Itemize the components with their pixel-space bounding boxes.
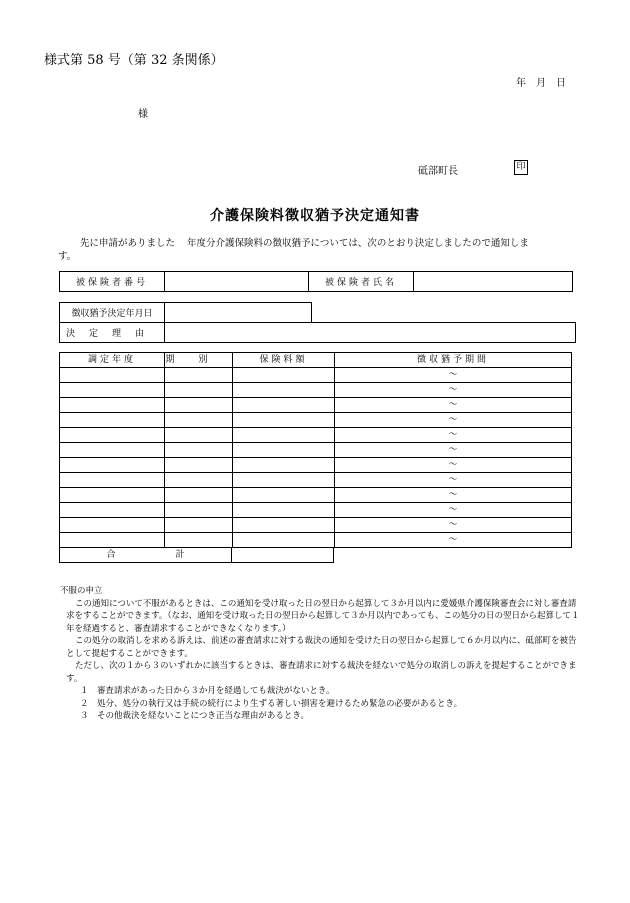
premium-cell[interactable] — [233, 383, 335, 398]
deferral-table — [59, 352, 572, 548]
intro-part2: 年度分介護保険料の徴収猶予については、次のとおり決定しましたので通知しま — [187, 238, 529, 249]
deferral-period-cell[interactable]: ～ — [335, 383, 572, 398]
notice-paragraph-2: この処分の取消しを求める訴えは、前述の審査請求に対する裁決の通知を受けた日の翌日から起算して６か月以内に、砥部町を被告として提起することができます。 — [66, 636, 577, 659]
period-cell[interactable] — [165, 503, 233, 518]
deferral-period-cell[interactable]: ～ — [335, 428, 572, 443]
premium-cell[interactable] — [233, 398, 335, 413]
premium-cell[interactable] — [233, 488, 335, 503]
premium-cell[interactable] — [233, 518, 335, 533]
table-row — [60, 398, 572, 413]
date-day: 日 — [556, 78, 566, 89]
intro-part1: 先に申請がありました — [80, 238, 176, 249]
form-number: 様式第 58 号（第 32 条関係） — [44, 53, 224, 68]
premium-cell[interactable] — [233, 503, 335, 518]
premium-cell[interactable] — [233, 428, 335, 443]
fiscal-year-cell[interactable] — [60, 458, 165, 473]
deferral-period-cell[interactable]: ～ — [335, 518, 572, 533]
deferral-period-cell[interactable]: ～ — [335, 398, 572, 413]
document-title: 介護保険料徴収猶予決定通知書 — [210, 208, 420, 224]
insured-name-value[interactable] — [414, 272, 573, 292]
premium-cell[interactable] — [233, 533, 335, 548]
fiscal-year-cell[interactable] — [60, 533, 165, 548]
premium-cell[interactable] — [233, 368, 335, 383]
intro-part3: す。 — [58, 251, 77, 262]
premium-cell[interactable] — [233, 473, 335, 488]
total-table — [59, 547, 334, 563]
table-row — [60, 458, 572, 473]
deferral-period-cell[interactable]: ～ — [335, 473, 572, 488]
period-cell[interactable] — [165, 368, 233, 383]
decision-date-table — [59, 302, 312, 323]
decision-reason-value[interactable] — [165, 323, 576, 343]
deferral-period-cell[interactable]: ～ — [335, 488, 572, 503]
deferral-period-cell[interactable]: ～ — [335, 443, 572, 458]
fiscal-year-cell[interactable] — [60, 428, 165, 443]
decision-reason-table — [59, 322, 576, 343]
insured-info-table — [59, 271, 573, 292]
seal-box: 印 — [514, 160, 528, 175]
period-cell[interactable] — [165, 383, 233, 398]
insured-name-label: 被保険者氏名 — [309, 272, 414, 292]
period-cell[interactable] — [165, 473, 233, 488]
notice-item-3: ３ その他裁決を経ないことにつき正当な理由があるとき。 — [80, 711, 309, 721]
decision-reason-label: 決定理由 — [60, 323, 165, 343]
fiscal-year-cell[interactable] — [60, 383, 165, 398]
fiscal-year-cell[interactable] — [60, 503, 165, 518]
deferral-period-cell[interactable]: ～ — [335, 533, 572, 548]
notice-item-1: １ 審査請求があった日から３か月を経過しても裁決がないとき。 — [80, 686, 335, 696]
table-row — [60, 428, 572, 443]
table-row — [60, 488, 572, 503]
period-cell[interactable] — [165, 443, 233, 458]
fiscal-year-cell[interactable] — [60, 413, 165, 428]
insured-number-label: 被保険者番号 — [60, 272, 165, 292]
table-row — [60, 383, 572, 398]
deferral-period-cell[interactable]: ～ — [335, 503, 572, 518]
fiscal-year-cell[interactable] — [60, 398, 165, 413]
premium-cell[interactable] — [233, 413, 335, 428]
notice-item-2: ２ 処分、処分の執行又は手続の続行により生ずる著しい損害を避けるため緊急の必要があるとき。 — [80, 698, 463, 709]
period-cell[interactable] — [165, 518, 233, 533]
fiscal-year-cell[interactable] — [60, 368, 165, 383]
fiscal-year-cell[interactable] — [60, 488, 165, 503]
decision-date-label: 徴収猶予決定年月日 — [60, 303, 165, 323]
table-row — [60, 503, 572, 518]
total-value[interactable] — [232, 548, 334, 563]
appeal-notice — [60, 585, 581, 723]
header-premium: 保険料額 — [233, 353, 335, 368]
table-row — [60, 443, 572, 458]
date-month: 月 — [536, 78, 546, 89]
table-row — [60, 368, 572, 383]
table-header-row — [60, 353, 572, 368]
fiscal-year-cell[interactable] — [60, 443, 165, 458]
table-row — [60, 473, 572, 488]
total-label-1: 合 — [106, 550, 116, 560]
period-cell[interactable] — [165, 533, 233, 548]
deferral-period-cell[interactable]: ～ — [335, 368, 572, 383]
header-period: 期別 — [165, 353, 233, 368]
period-cell[interactable] — [165, 458, 233, 473]
premium-cell[interactable] — [233, 443, 335, 458]
notice-paragraph-3: ただし、次の１から３のいずれかに該当するときは、審査請求に対する裁決を経ないで処分の取消しの訴えを提起することができます。 — [66, 661, 577, 684]
table-row — [60, 533, 572, 548]
total-row — [60, 548, 334, 563]
total-label-2: 計 — [175, 550, 185, 560]
table-row — [60, 518, 572, 533]
decision-date-value[interactable] — [165, 303, 312, 323]
notice-paragraph-1: この通知について不服があるときは、この通知を受け取った日の翌日から起算して３か月以内に愛媛県介護保険審査会に対し審査請求をすることができます。（なお、通知を受け取った日の翌日から起算して３か月以内であっても、この処分の日の翌日から起算して１年を経過すると、審査請求することができなくなります。） — [66, 598, 580, 634]
intro-text — [58, 237, 578, 263]
total-label — [60, 548, 232, 563]
insured-number-value[interactable] — [165, 272, 309, 292]
header-deferral-period: 徴収猶予期間 — [335, 353, 572, 368]
period-cell[interactable] — [165, 488, 233, 503]
issuer-name: 砥部町長 — [418, 166, 458, 177]
deferral-period-cell[interactable]: ～ — [335, 458, 572, 473]
period-cell[interactable] — [165, 428, 233, 443]
date-line — [516, 74, 576, 89]
premium-cell[interactable] — [233, 458, 335, 473]
period-cell[interactable] — [165, 398, 233, 413]
notice-heading: 不服の申立 — [60, 586, 103, 596]
table-row — [60, 413, 572, 428]
fiscal-year-cell[interactable] — [60, 473, 165, 488]
header-fiscal-year: 調定年度 — [60, 353, 165, 368]
fiscal-year-cell[interactable] — [60, 518, 165, 533]
period-cell[interactable] — [165, 413, 233, 428]
date-year: 年 — [516, 78, 526, 89]
addressee: 様 — [138, 109, 148, 120]
deferral-period-cell[interactable]: ～ — [335, 413, 572, 428]
